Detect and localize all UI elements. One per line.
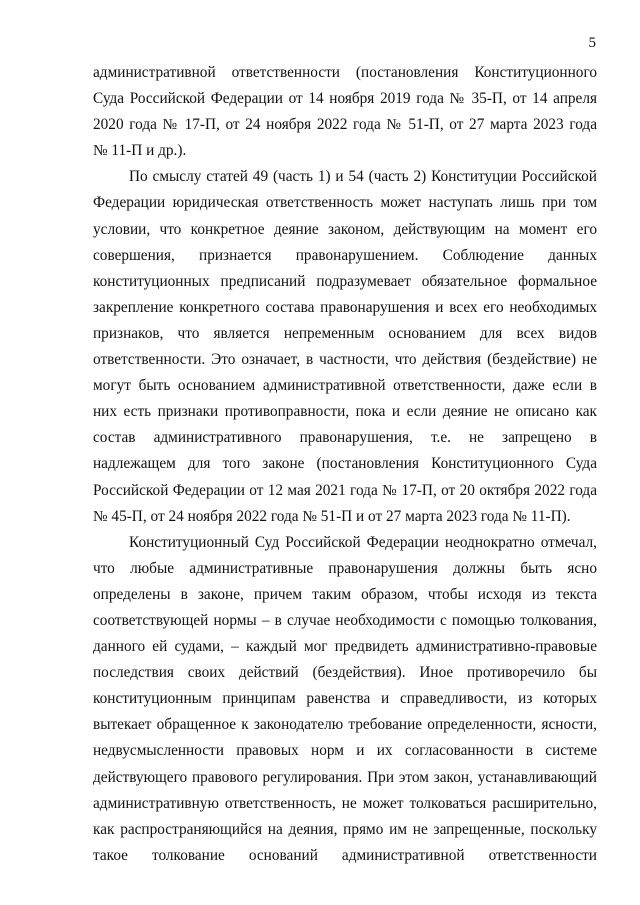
text-line: что любые административные правонарушения должны быть ясно: [93, 559, 597, 577]
text-line: действующего правового регулирования. При этом закон, устанавливающий: [93, 768, 597, 786]
text-line: конституционным принципам равенства и справедливости, из которых: [93, 690, 597, 708]
text-line: Конституционный Суд Российской Федерации неоднократно отмечал,: [129, 533, 597, 551]
text-line: закрепление конкретного состава правонарушения и всех его необходимых: [93, 298, 597, 316]
text-line: Федерации юридическая ответственность может наступать лишь при том: [93, 194, 597, 212]
text-line: определены в законе, причем таким образом, чтобы исходя из текста: [93, 585, 597, 603]
paragraph-2: [93, 164, 597, 529]
document-body: [93, 60, 597, 869]
text-line: такое толкование оснований административной ответственности: [93, 846, 597, 864]
text-line: административную ответственность, не может толковаться расширительно,: [93, 794, 597, 812]
text-line: 2020 года № 17-П, от 24 ноября 2022 года № 51-П, от 27 марта 2023 года: [93, 116, 597, 134]
text-line: состав административного правонарушения, т.е. не запрещено в: [93, 429, 597, 447]
page-number: 5: [588, 35, 596, 51]
text-line: последствия своих действий (бездействия). Иное противоречило бы: [93, 664, 597, 682]
paragraph-3: [93, 530, 597, 869]
text-line: них есть признаки противоправности, пока и если деяние не описано как: [93, 403, 597, 421]
text-line: условии, что конкретное деяние законом, действующим на момент его: [93, 220, 597, 238]
text-line: № 11-П и др.).: [93, 142, 187, 160]
text-line: недвусмысленности правовых норм и их согласованности в системе: [93, 742, 597, 760]
text-line: соответствующей нормы – в случае необходимости с помощью толкования,: [93, 611, 597, 629]
paragraph-1: [93, 60, 597, 164]
text-line: Суда Российской Федерации от 14 ноября 2019 года № 35-П, от 14 апреля: [93, 90, 597, 108]
text-line: могут быть основанием административной ответственности, даже если в: [93, 377, 597, 395]
text-line: признаков, что является непременным основанием для всех видов: [93, 324, 597, 342]
text-line: Российской Федерации от 12 мая 2021 года № 17-П, от 20 октября 2022 года: [93, 481, 597, 499]
text-line: конституционных предписаний подразумевает обязательное формальное: [93, 272, 597, 290]
text-line: вытекает обращенное к законодателю требование определенности, ясности,: [93, 716, 597, 734]
text-line: По смыслу статей 49 (часть 1) и 54 (часть 2) Конституции Российской: [129, 168, 597, 186]
text-line: данного ей судами, – каждый мог предвидеть административно-правовые: [93, 638, 597, 656]
text-line: ответственности. Это означает, в частности, что действия (бездействие) не: [93, 351, 597, 369]
text-line: № 45-П, от 24 ноября 2022 года № 51-П и от 27 марта 2023 года № 11-П).: [93, 507, 571, 525]
text-line: как распространяющийся на деяния, прямо им не запрещенные, поскольку: [93, 820, 597, 838]
text-line: совершения, признается правонарушением. Соблюдение данных: [93, 246, 597, 264]
text-line: административной ответственности (постановления Конституционного: [93, 64, 597, 81]
text-line: надлежащем для того законе (постановления Конституционного Суда: [93, 455, 597, 473]
